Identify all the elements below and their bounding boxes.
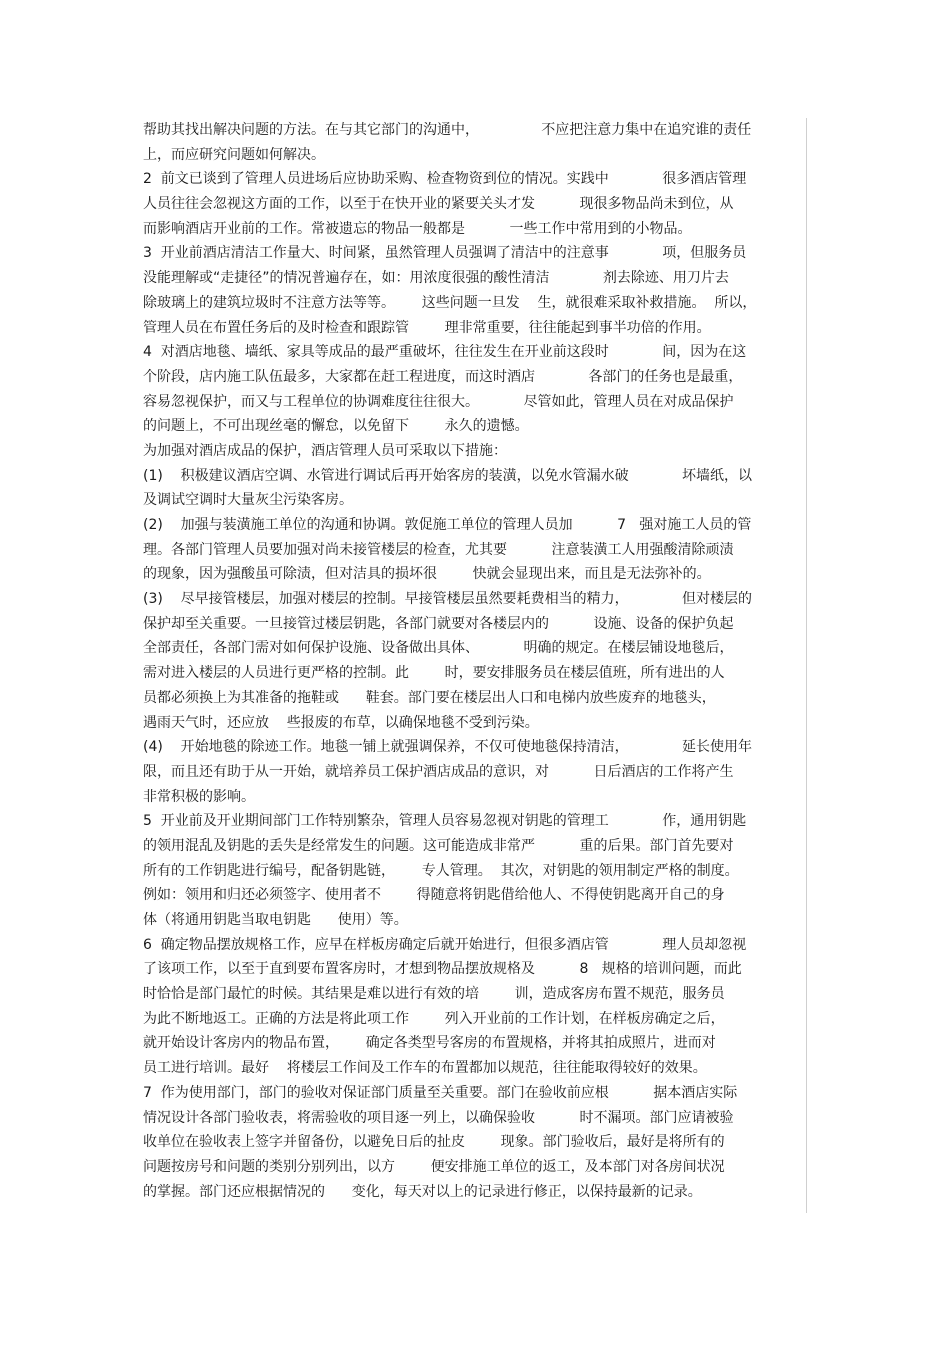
- text-line: 员都必须换上为其准备的拖鞋或 鞋套。部门要在楼层出人口和电梯内放些废弃的地毯头，: [143, 689, 716, 706]
- text-line: 为加强对酒店成品的保护，酒店管理人员可采取以下措施：: [143, 442, 507, 459]
- text-line: 管理人员在布置任务后的及时检查和跟踪管 理非常重要，往往能起到事半功倍的作用。: [143, 319, 711, 336]
- text-line: 遇雨天气时，还应放 些报废的布草，以确保地毯不受到污染。: [143, 714, 539, 731]
- text-line: 没能理解或“走捷径”的情况普遍存在，如：用浓度很强的酸性清洁 剂去除迹、用刀片去: [143, 270, 729, 287]
- text-line: 容易忽视保护，而又与工程单位的协调难度往往很大。 尽管如此，管理人员在对成品保护: [143, 393, 734, 410]
- text-line: 4 对酒店地毯、墙纸、家具等成品的最严重破坏，往往发生在开业前这段时 间，因为在这: [143, 344, 747, 361]
- text-line: 全部责任，各部门需对如何保护设施、设备做出具体、 明确的规定。在楼层铺设地毯后，: [143, 640, 734, 657]
- text-line: (1) 积极建议酒店空调、水管进行调试后再开始客房的装潢，以免水管漏水破 坏墙纸，以: [143, 467, 753, 484]
- text-line: 的掌握。部门还应根据情况的 变化，每天对以上的记录进行修正，以保持最新的记录。: [143, 1183, 702, 1200]
- text-line: 帮助其找出解决问题的方法。在与其它部门的沟通中， 不应把注意力集中在追究谁的责任: [143, 122, 752, 138]
- text-line: 3 开业前酒店清洁工作量大、时间紧，虽然管理人员强调了清洁中的注意事 项，但服务员: [143, 245, 747, 262]
- text-line: (2) 加强与装潢施工单位的沟通和协调。敦促施工单位的管理人员加 7 强对施工人员的管: [143, 517, 752, 533]
- text-line: 非常积极的影响。: [143, 788, 255, 805]
- text-line: 7 作为使用部门，部门的验收对保证部门质量至关重要。部门在验收前应根 据本酒店实际: [143, 1084, 738, 1101]
- text-line: 员工进行培训。最好 将楼层工作间及工作车的布置都加以规范，往往能取得较好的效果。: [143, 1060, 707, 1077]
- text-line: 需对进入楼层的人员进行更严格的控制。此 时，要安排服务员在楼层值班，所有进出的人: [143, 665, 725, 682]
- text-line: 个阶段，店内施工队伍最多，大家都在赶工程进度，而这时酒店 各部门的任务也是最重，: [143, 368, 743, 385]
- text-line: (4) 开始地毯的除迹工作。地毯一铺上就强调保养，不仅可使地毯保持清洁， 延长使用年: [143, 739, 753, 756]
- text-line: 上，而应研究问题如何解决。: [143, 146, 325, 163]
- text-line: 体（将通用钥匙当取电钥匙 使用）等。: [143, 912, 408, 928]
- text-line: 了该项工作，以至于直到要布置客房时，才想到物品摆放规格及 8 规格的培训问题，而此: [143, 961, 742, 978]
- text-line: 除玻璃上的建筑垃圾时不注意方法等等。 这些问题一旦发 生，就很难采取补救措施。 所以，: [143, 294, 757, 311]
- text-line: 例如：领用和归还必须签字、使用者不 得随意将钥匙借给他人、不得使钥匙离开自己的身: [143, 887, 725, 904]
- text-line: 为此不断地返工。正确的方法是将此项工作 列入开业前的工作计划，在样板房确定之后，: [143, 1010, 725, 1027]
- text-line: (3) 尽早接管楼层，加强对楼层的控制。早接管楼层虽然要耗费相当的精力， 但对楼层的: [143, 591, 753, 608]
- text-line: 时恰恰是部门最忙的时候。其结果是难以进行有效的培 训，造成客房布置不规范，服务员: [143, 986, 725, 1003]
- text-line: 的领用混乱及钥匙的丢失是经常发生的问题。这可能造成非常严 重的后果。部门首先要对: [143, 837, 734, 854]
- text-line: 的问题上，不可出现丝毫的懈怠，以免留下 永久的遗憾。: [143, 418, 529, 435]
- text-line: 限，而且还有助于从一开始，就培养员工保护酒店成品的意识，对 日后酒店的工作将产生: [143, 763, 734, 780]
- text-line: 而影响酒店开业前的工作。常被遗忘的物品一般都是 一些工作中常用到的小物品。: [143, 220, 692, 237]
- text-line: 2 前文已谈到了管理人员进场后应协助采购、检查物资到位的情况。实践中 很多酒店管理: [143, 171, 747, 188]
- text-line: 的现象，因为强酸虽可除渍，但对洁具的损坏很 快就会显现出来，而且是无法弥补的。: [143, 566, 711, 583]
- text-line: 保护却至关重要。一旦接管过楼层钥匙，各部门就要对各楼层内的 设施、设备的保护负起: [143, 615, 734, 632]
- document-body: [143, 118, 803, 1204]
- text-line: 收单位在验收表上签字并留备份，以避免日后的扯皮 现象。部门验收后，最好是将所有的: [143, 1134, 725, 1151]
- text-line: 就开始设计客房内的物品布置， 确定各类型号客房的布置规格，并将其拍成照片，进而对: [143, 1035, 716, 1052]
- text-line: 所有的工作钥匙进行编号，配备钥匙链， 专人管理。 其次，对钥匙的领用制定严格的制度。: [143, 862, 739, 879]
- text-line: 及调试空调时大量灰尘污染客房。: [143, 492, 353, 509]
- text-line: 6 确定物品摆放规格工作，应早在样板房确定后就开始进行，但很多酒店管 理人员却忽视: [143, 936, 747, 953]
- text-line: 问题按房号和问题的类别分别列出，以方 便安排施工单位的返工，及本部门对各房间状况: [143, 1158, 725, 1175]
- text-line: 人员往往会忽视这方面的工作，以至于在快开业的紧要关头才发 现很多物品尚未到位，从: [143, 196, 734, 213]
- text-line: 5 开业前及开业期间部门工作特别繁杂，管理人员容易忽视对钥匙的管理工 作，通用钥匙: [143, 813, 747, 830]
- text-line: 情况设计各部门验收表，将需验收的项目逐一列上，以确保验收 时不漏项。部门应请被验: [143, 1109, 734, 1126]
- text-line: 理。各部门管理人员要加强对尚未接管楼层的检查，尤其要 注意装潢工人用强酸清除顽渍: [143, 541, 734, 558]
